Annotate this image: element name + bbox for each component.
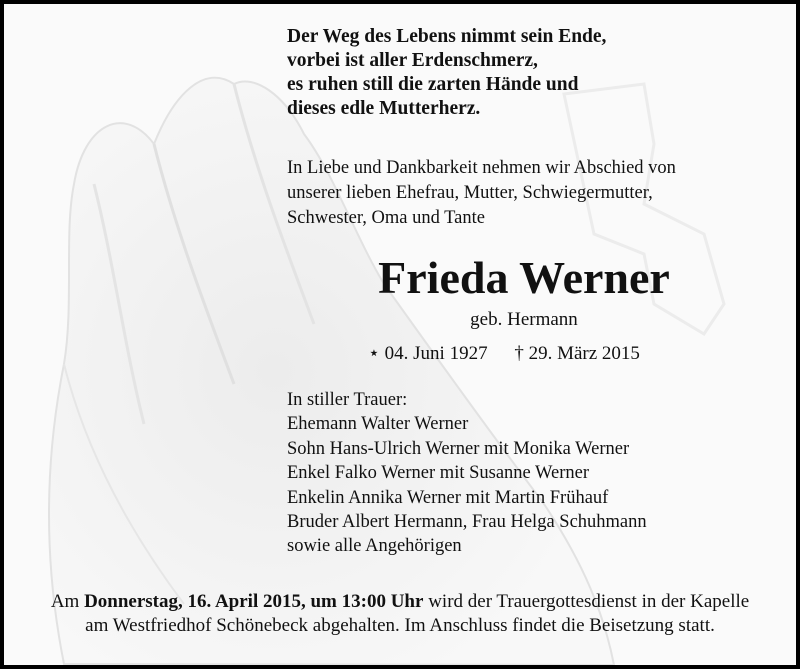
- mourner-line: In stiller Trauer:: [287, 390, 408, 410]
- announcement-text: wird der Trauergottesdienst in der Kapelle: [423, 591, 750, 612]
- poem-line: Der Weg des Lebens nimmt sein Ende,: [287, 26, 607, 47]
- mourner-line: Ehemann Walter Werner: [287, 414, 469, 435]
- announcement-line: am Westfriedhof Schönebeck abgehalten. Im Anschluss findet die Beisetzung statt.: [85, 615, 715, 636]
- announcement-line: [14, 590, 786, 614]
- poem-line: vorbei ist aller Erdenschmerz,: [287, 50, 538, 71]
- deceased-name: Frieda Werner: [378, 252, 670, 303]
- service-announcement: [14, 590, 786, 638]
- maiden-name: geb. Hermann: [470, 309, 578, 330]
- mourner-line: Bruder Albert Hermann, Frau Helga Schuhmann: [287, 512, 647, 533]
- birth-date: ⋆ 04. Juni 1927: [368, 343, 488, 364]
- intro-line: In Liebe und Dankbarkeit nehmen wir Abschied von: [287, 158, 676, 178]
- mourners-list: [287, 388, 647, 559]
- announcement-prefix: Am: [50, 591, 85, 612]
- poem-line: dieses edle Mutterherz.: [287, 98, 481, 119]
- intro-line: Schwester, Oma und Tante: [287, 208, 485, 228]
- poem: [287, 25, 606, 121]
- mourner-line: Enkelin Annika Werner mit Martin Frühauf: [287, 487, 609, 508]
- mourner-line: sowie alle Angehörigen: [287, 536, 462, 557]
- intro-line: unserer lieben Ehefrau, Mutter, Schwiegermutter,: [287, 183, 653, 203]
- death-date: † 29. März 2015: [514, 343, 640, 364]
- mourner-line: Sohn Hans-Ulrich Werner mit Monika Werner: [287, 438, 630, 459]
- service-datetime: Donnerstag, 16. April 2015, um 13:00 Uhr: [84, 591, 424, 612]
- poem-line: es ruhen still die zarten Hände und: [287, 74, 579, 95]
- life-dates: [368, 342, 640, 366]
- intro-text: [287, 156, 676, 231]
- mourner-line: Enkel Falko Werner mit Susanne Werner: [287, 463, 590, 484]
